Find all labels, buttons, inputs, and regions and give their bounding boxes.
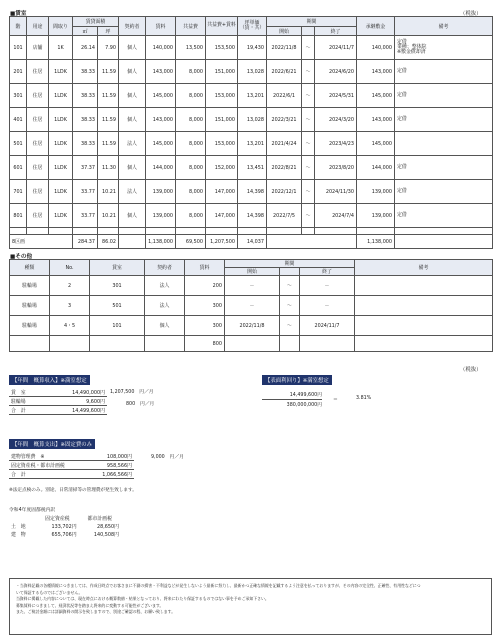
other-end: － — [300, 276, 355, 296]
other-table — [9, 259, 493, 352]
other-remarks — [355, 316, 493, 336]
cell-sqm: 37.37 — [73, 156, 98, 180]
totals-rent: 1,138,000 — [146, 235, 176, 249]
cell-layout: 1LDK — [49, 60, 73, 84]
cell-start: 2022/11/8 — [267, 36, 302, 60]
blank-cell — [146, 228, 176, 235]
totals-label: 8区画 — [10, 235, 73, 249]
other-header-no: No. — [50, 260, 90, 276]
other-header-remarks: 備考 — [355, 260, 493, 276]
other-total-blank — [355, 336, 493, 352]
cell-rent: 145,000 — [146, 132, 176, 156]
cell-tsubo: 7.90 — [98, 36, 119, 60]
yield-numerator: 14,499,600円 — [262, 391, 322, 400]
blank-cell — [10, 228, 27, 235]
other-no: 3 — [50, 296, 90, 316]
cell-layout: 1LDK — [49, 132, 73, 156]
income-row — [9, 397, 107, 406]
blank-cell — [315, 228, 357, 235]
expense-side-mgmt: 9,000 円／月 — [151, 455, 184, 460]
table-row — [10, 36, 493, 60]
totals-row — [10, 235, 493, 249]
cell-deposit: 145,000 — [357, 132, 395, 156]
blank-cell — [27, 228, 49, 235]
cell-start: 2021/4/24 — [267, 132, 302, 156]
cell-per-tsubo: 13,028 — [238, 108, 267, 132]
expense-note: ※法定点検のみ。別途、日常清掃等の管理費が発生致します。 — [9, 488, 137, 493]
cell-tsubo: 11.59 — [98, 108, 119, 132]
cell-common: 8,000 — [176, 84, 206, 108]
disclaimer-line: また、ご検討金額には詳細資料の開示を致しますので、別途ご確認の程、お願い致します。 — [16, 609, 176, 615]
totals-total: 1,207,500 — [206, 235, 238, 249]
cell-total: 153,000 — [206, 132, 238, 156]
blank-cell — [395, 228, 493, 235]
blank-cell — [267, 228, 302, 235]
tax-row-label: 土 地 — [11, 523, 26, 530]
other-header-end: 終了 — [300, 268, 355, 276]
cell-layout: 1LDK — [49, 180, 73, 204]
income-label: 賃 室 — [9, 388, 42, 397]
cell-start: 2022/6/1 — [267, 84, 302, 108]
cell-remarks: 定借 — [395, 204, 493, 228]
cell-tsubo: 11.59 — [98, 132, 119, 156]
header-layout: 間取り — [49, 17, 73, 36]
other-remarks — [355, 296, 493, 316]
header-usage: 用途 — [27, 17, 49, 36]
cell-per-tsubo: 13,201 — [238, 84, 267, 108]
other-start: － — [225, 276, 280, 296]
other-header-kind: 種類 — [10, 260, 50, 276]
income-value: 9,600円 — [42, 397, 107, 406]
disclaimer-line: 当資料に掲載した内容については、現在時点における概算数値・結果となっており、将来にわたり保証するものではない事を予めご承知下さい。 — [16, 596, 269, 602]
cell-usage: 住居 — [27, 156, 49, 180]
other-room: 101 — [90, 316, 145, 336]
header-area: 賃貸面積 — [73, 17, 119, 27]
header-tenant: 契約者 — [119, 17, 146, 36]
tax-row-v2: 140,508円 — [93, 531, 119, 538]
tax-breakdown-table — [9, 514, 121, 538]
income-side-rent: 1,207,500 円／月 — [110, 390, 154, 395]
other-tenant: 法人 — [145, 276, 185, 296]
cell-usage: 住居 — [27, 132, 49, 156]
cell-layout: 1LDK — [49, 84, 73, 108]
header-deposit: 承継敷金 — [357, 17, 395, 36]
cell-floor: 501 — [10, 132, 27, 156]
cell-start: 2022/12/1 — [267, 180, 302, 204]
tax-row-v1: 655,706円 — [51, 531, 77, 538]
other-room: 501 — [90, 296, 145, 316]
table-row — [10, 204, 493, 228]
cell-sep: ～ — [302, 180, 315, 204]
cell-sqm: 38.33 — [73, 108, 98, 132]
header-total: 共益費+賃料 — [206, 17, 238, 36]
other-kind: 駐輪場 — [10, 316, 50, 336]
table-row — [10, 156, 493, 180]
expense-value: 958,566円 — [88, 461, 134, 470]
cell-tenant: 個人 — [119, 84, 146, 108]
blank-cell — [176, 228, 206, 235]
cell-remarks — [395, 132, 493, 156]
blank-cell — [49, 228, 73, 235]
other-sep: ～ — [280, 316, 300, 336]
header-sqm: ㎡ — [73, 27, 98, 36]
cell-remarks: 定借 業種：整体院 ※敷金償却済 — [395, 36, 493, 60]
cell-layout: 1LDK — [49, 204, 73, 228]
cell-remarks: 定借 — [395, 60, 493, 84]
expense-label: 合 計 — [9, 470, 88, 479]
cell-deposit: 139,000 — [357, 180, 395, 204]
expense-value: 108,000円 — [88, 452, 134, 461]
cell-tenant: 個人 — [119, 60, 146, 84]
cell-rent: 139,000 — [146, 180, 176, 204]
other-header-period: 期間 — [225, 260, 355, 268]
cell-floor: 101 — [10, 36, 27, 60]
blank-cell — [357, 228, 395, 235]
other-header-start: 開始 — [225, 268, 280, 276]
cell-start: 2022/3/21 — [267, 108, 302, 132]
blank-cell — [206, 228, 238, 235]
other-rent: 300 — [185, 316, 225, 336]
cell-per-tsubo: 14,398 — [238, 180, 267, 204]
cell-deposit: 143,000 — [357, 108, 395, 132]
blank-row — [10, 228, 493, 235]
cell-sep: ～ — [302, 36, 315, 60]
other-sep: ～ — [280, 276, 300, 296]
cell-end: 2024/5/31 — [315, 84, 357, 108]
table-row — [10, 108, 493, 132]
cell-end: 2024/11/30 — [315, 180, 357, 204]
cell-tsubo: 10.21 — [98, 180, 119, 204]
cell-tsubo: 11.30 — [98, 156, 119, 180]
other-header-tenant: 契約者 — [145, 260, 185, 276]
blank-cell — [302, 228, 315, 235]
blank-cell — [238, 228, 267, 235]
cell-remarks: 定借 — [395, 84, 493, 108]
cell-deposit: 144,000 — [357, 156, 395, 180]
table-row — [10, 180, 493, 204]
other-row — [10, 296, 493, 316]
other-kind: 駐輪場 — [10, 296, 50, 316]
other-total-rent: 800 — [185, 336, 225, 352]
income-label: 駐輪場 — [9, 397, 42, 406]
cell-sep: ～ — [302, 84, 315, 108]
cell-layout: 1LDK — [49, 108, 73, 132]
income-table — [9, 388, 107, 415]
cell-total: 151,000 — [206, 60, 238, 84]
other-end: － — [300, 296, 355, 316]
blank-cell — [73, 228, 98, 235]
cell-sqm: 38.33 — [73, 132, 98, 156]
totals-tenant — [119, 235, 146, 249]
cell-layout: 1K — [49, 36, 73, 60]
cell-deposit: 145,000 — [357, 84, 395, 108]
cell-usage: 住居 — [27, 108, 49, 132]
yield-result: 3.81% — [356, 396, 372, 401]
cell-per-tsubo: 13,201 — [238, 132, 267, 156]
cell-sep: ～ — [302, 204, 315, 228]
cell-tenant: 法人 — [119, 132, 146, 156]
income-side-parking: 800 円／月 — [126, 402, 155, 407]
cell-total: 153,500 — [206, 36, 238, 60]
cell-total: 147,000 — [206, 180, 238, 204]
cell-floor: 201 — [10, 60, 27, 84]
cell-deposit: 139,000 — [357, 204, 395, 228]
disclaimer-line: ・当資料記載の各種情報につきましては、作成日時点でお客さまに不測の損害・不利益などが発生しないよう最新に努力し、最新かつ正確な情報を記載するよう注意を払っておりますが、その内容の完全性、正確性、有用性などにつ — [16, 583, 421, 588]
cell-sep: ～ — [302, 108, 315, 132]
other-section-title: ■その他 — [10, 254, 33, 260]
other-tenant: 個人 — [145, 316, 185, 336]
cell-per-tsubo: 19,430 — [238, 36, 267, 60]
other-rent: 200 — [185, 276, 225, 296]
cell-floor: 401 — [10, 108, 27, 132]
yield-equals: ＝ — [333, 398, 338, 403]
other-room: 301 — [90, 276, 145, 296]
expense-label: 建物管理費 ※ — [9, 452, 88, 461]
cell-sqm: 38.33 — [73, 84, 98, 108]
other-total-blank — [10, 336, 50, 352]
cell-start: 2022/6/21 — [267, 60, 302, 84]
cell-common: 8,000 — [176, 180, 206, 204]
cell-end: 2024/6/20 — [315, 60, 357, 84]
tax-row-v2: 28,650円 — [96, 523, 119, 530]
cell-sqm: 33.77 — [73, 204, 98, 228]
cell-tsubo: 11.59 — [98, 60, 119, 84]
cell-rent: 140,000 — [146, 36, 176, 60]
totals-common: 69,500 — [176, 235, 206, 249]
cell-sep: ～ — [302, 156, 315, 180]
cell-common: 8,000 — [176, 204, 206, 228]
cell-tenant: 法人 — [119, 180, 146, 204]
income-row — [9, 406, 107, 415]
other-row — [10, 276, 493, 296]
other-header-room: 賃室 — [90, 260, 145, 276]
cell-deposit: 143,000 — [357, 60, 395, 84]
cell-per-tsubo: 13,028 — [238, 60, 267, 84]
header-common: 共益費 — [176, 17, 206, 36]
expense-title: 【年間 概算支出】※固定費のみ — [9, 439, 95, 449]
table-row — [10, 60, 493, 84]
cell-common: 8,000 — [176, 132, 206, 156]
tax-breakdown-title: 令和4年度固都税内訳 — [9, 508, 56, 513]
cell-end: 2024/11/7 — [315, 36, 357, 60]
expense-row — [9, 470, 134, 479]
other-totals-row — [10, 336, 493, 352]
cell-sep: ～ — [302, 60, 315, 84]
header-remarks: 備考 — [395, 17, 493, 36]
header-end: 終了 — [315, 27, 357, 36]
cell-sep: ～ — [302, 132, 315, 156]
cell-rent: 144,000 — [146, 156, 176, 180]
other-kind: 駐輪場 — [10, 276, 50, 296]
expense-row — [9, 461, 134, 470]
income-label: 合 計 — [9, 406, 42, 415]
cell-tenant: 個人 — [119, 108, 146, 132]
cell-rent: 143,000 — [146, 108, 176, 132]
other-rent: 300 — [185, 296, 225, 316]
cell-end: 2024/7/4 — [315, 204, 357, 228]
cell-common: 8,000 — [176, 156, 206, 180]
cell-total: 147,000 — [206, 204, 238, 228]
header-period: 期間 — [267, 17, 357, 27]
income-title: 【年間 概算収入】※満室想定 — [9, 375, 90, 385]
expense-value: 1,066,566円 — [88, 470, 134, 479]
expense-table — [9, 452, 134, 479]
other-tenant: 法人 — [145, 296, 185, 316]
cell-start: 2022/7/5 — [267, 204, 302, 228]
cell-end: 2023/4/23 — [315, 132, 357, 156]
header-per-tsubo: 坪単価（賃・共） — [238, 17, 267, 36]
cell-usage: 住居 — [27, 180, 49, 204]
cell-floor: 701 — [10, 180, 27, 204]
other-total-blank — [145, 336, 185, 352]
expense-row — [9, 452, 134, 461]
totals-tsubo: 86.02 — [98, 235, 119, 249]
cell-total: 151,000 — [206, 108, 238, 132]
totals-per-tsubo: 14,037 — [238, 235, 267, 249]
totals-sqm: 284.37 — [73, 235, 98, 249]
header-floor: 階 — [10, 17, 27, 36]
tax-breakdown-row — [9, 530, 121, 538]
cell-floor: 801 — [10, 204, 27, 228]
header-rent: 賃料 — [146, 17, 176, 36]
income-row — [9, 388, 107, 397]
cell-common: 13,500 — [176, 36, 206, 60]
cell-per-tsubo: 14,398 — [238, 204, 267, 228]
rent-table — [9, 16, 493, 249]
other-no: 4・5 — [50, 316, 90, 336]
income-value: 14,499,600円 — [42, 406, 107, 415]
cell-remarks: 定借 — [395, 108, 493, 132]
cell-tsubo: 10.21 — [98, 204, 119, 228]
blank-cell — [98, 228, 119, 235]
cell-remarks: 定借 — [395, 156, 493, 180]
expense-label: 固定資産税・都市計画税 — [9, 461, 88, 470]
tax-excluded-label-2: （税抜） — [460, 367, 482, 373]
cell-common: 8,000 — [176, 108, 206, 132]
totals-period — [267, 235, 357, 249]
cell-per-tsubo: 13,451 — [238, 156, 267, 180]
other-remarks — [355, 276, 493, 296]
totals-remarks — [395, 235, 493, 249]
totals-deposit: 1,138,000 — [357, 235, 395, 249]
cell-remarks: 定借 — [395, 180, 493, 204]
cell-tsubo: 11.59 — [98, 84, 119, 108]
cell-sqm: 38.33 — [73, 60, 98, 84]
cell-usage: 住居 — [27, 84, 49, 108]
yield-title: 【表面利回り】※満室想定 — [262, 375, 332, 385]
other-sep: ～ — [280, 296, 300, 316]
disclaimer-line: いて保証するものではございません。 — [16, 589, 83, 595]
cell-rent: 143,000 — [146, 60, 176, 84]
cell-usage: 住居 — [27, 60, 49, 84]
table-row — [10, 132, 493, 156]
other-header-rent: 賃料 — [185, 260, 225, 276]
cell-rent: 139,000 — [146, 204, 176, 228]
other-total-blank — [280, 336, 300, 352]
cell-usage: 店舗 — [27, 36, 49, 60]
cell-tenant: 個人 — [119, 204, 146, 228]
header-start: 開始 — [267, 27, 302, 36]
other-row — [10, 316, 493, 336]
tax-row-v1: 133,702円 — [51, 523, 77, 530]
other-no: 2 — [50, 276, 90, 296]
table-row — [10, 84, 493, 108]
cell-sqm: 26.14 — [73, 36, 98, 60]
cell-floor: 601 — [10, 156, 27, 180]
tax-excluded-label: （税抜） — [460, 11, 482, 17]
cell-floor: 301 — [10, 84, 27, 108]
cell-sqm: 33.77 — [73, 180, 98, 204]
cell-tenant: 個人 — [119, 156, 146, 180]
rent-section-title: ■賃室 — [10, 11, 27, 17]
cell-rent: 145,000 — [146, 84, 176, 108]
disclaimer-box — [9, 578, 492, 635]
header-tsubo: 坪 — [98, 27, 119, 36]
tax-col1-header: 固定資産税 — [45, 515, 70, 522]
other-total-blank — [300, 336, 355, 352]
cell-common: 8,000 — [176, 60, 206, 84]
cell-end: 2023/8/20 — [315, 156, 357, 180]
tax-col2-header: 都市計画税 — [87, 515, 113, 522]
tax-breakdown-row — [9, 522, 121, 530]
cell-usage: 住居 — [27, 204, 49, 228]
tax-row-label: 建 物 — [11, 531, 26, 538]
other-total-blank — [90, 336, 145, 352]
other-total-blank — [50, 336, 90, 352]
other-total-blank — [225, 336, 280, 352]
other-end: 2024/11/7 — [300, 316, 355, 336]
cell-start: 2022/8/21 — [267, 156, 302, 180]
cell-total: 152,000 — [206, 156, 238, 180]
cell-total: 153,000 — [206, 84, 238, 108]
cell-tenant: 個人 — [119, 36, 146, 60]
blank-cell — [119, 228, 146, 235]
yield-denominator: 380,000,000円 — [286, 403, 322, 408]
cell-deposit: 140,000 — [357, 36, 395, 60]
other-start: － — [225, 296, 280, 316]
cell-end: 2024/3/20 — [315, 108, 357, 132]
cell-layout: 1LDK — [49, 156, 73, 180]
income-value: 14,490,000円 — [42, 388, 107, 397]
other-start: 2022/11/8 — [225, 316, 280, 336]
disclaimer-line: 募集賃料につきまして、経済状況等を踏まえ将来的に変動する可能性がございます。 — [16, 602, 164, 608]
